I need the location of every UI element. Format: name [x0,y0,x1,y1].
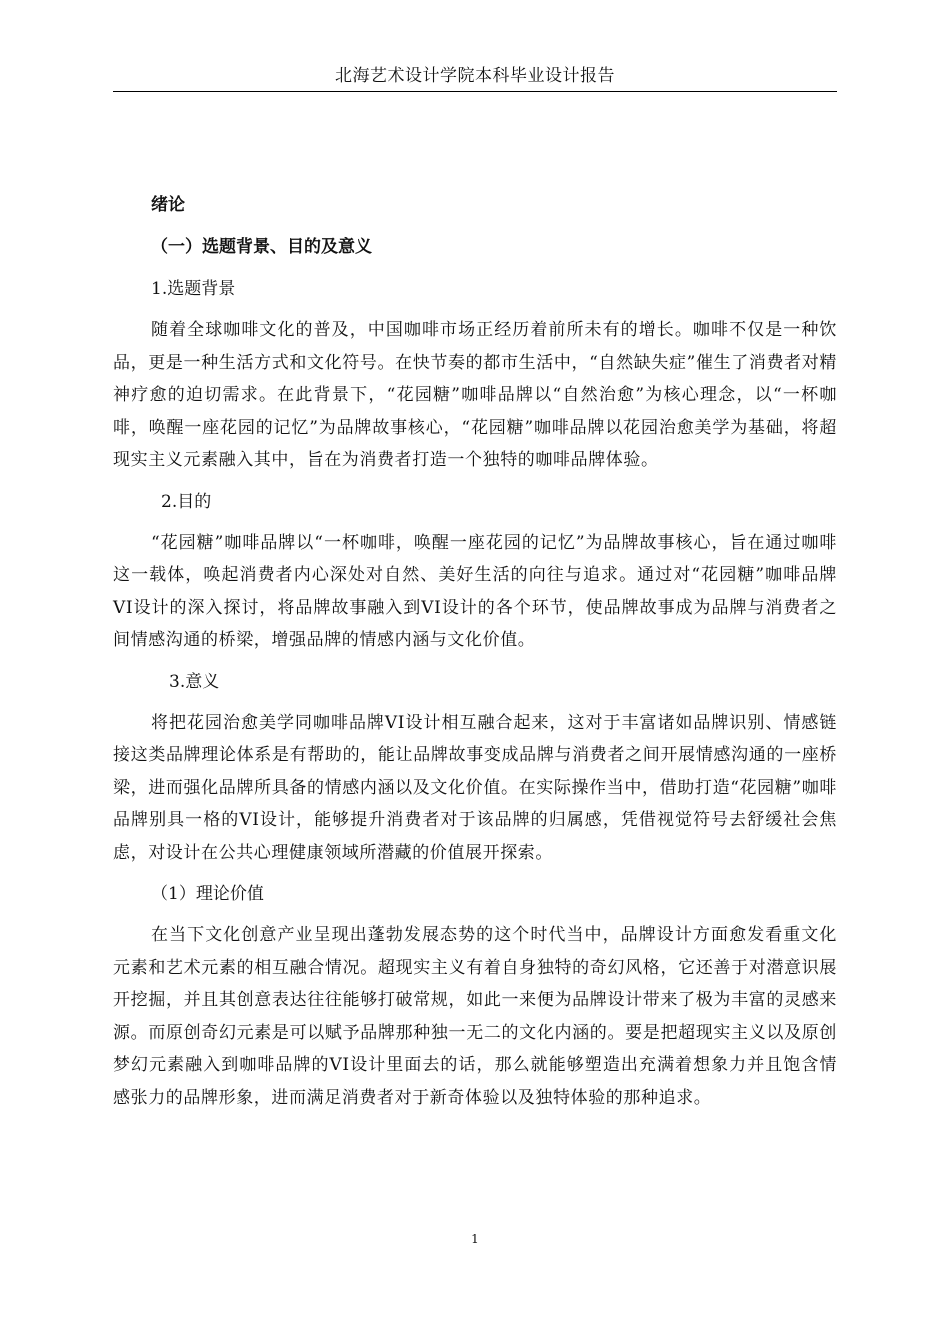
paragraph-significance: 将把花园治愈美学同咖啡品牌VI设计相互融合起来，这对于丰富诸如品牌识别、情感链接这类品牌理论体系是有帮助的，能让品牌故事变成品牌与消费者之间开展情感沟通的一座桥梁，进而强化品牌所具备的情感内涵以及文化价值。在实际操作当中，借助打造“花园糖”咖啡品牌别具一格的VI设计，能够提升消费者对于该品牌的归属感，凭借视觉符号去舒缓社会焦虑，对设计在公共心理健康领域所潜藏的价值展开探索。 [113,712,837,863]
paragraph-background: 随着全球咖啡文化的普及，中国咖啡市场正经历着前所未有的增长。咖啡不仅是一种饮品，更是一种生活方式和文化符号。在快节奏的都市生活中，“自然缺失症”催生了消费者对精神疗愈的迫切需求。在此背景下，“花园糖”咖啡品牌以“自然治愈”为核心理念，以“一杯咖啡，唤醒一座花园的记忆”为品牌故事核心，“花园糖”咖啡品牌以花园治愈美学为基础，将超现实主义元素融入其中，旨在为消费者打造一个独特的咖啡品牌体验。 [113,320,837,470]
header-divider [113,91,837,92]
intro-heading: 绪论 [151,195,185,215]
paragraph-theoretical-value: 在当下文化创意产业呈现出蓬勃发展态势的这个时代当中，品牌设计方面愈发看重文化元素和艺术元素的相互融合情况。超现实主义有着自身独特的奇幻风格，它还善于对潜意识展开挖掘，并且其创意表达往往能够打破常规，如此一来便为品牌设计带来了极为丰富的灵感来源。而原创奇幻元素是可以赋予品牌那种独一无二的文化内涵的。要是把超现实主义以及原创梦幻元素融入到咖啡品牌的VI设计里面去的话，那么就能够塑造出充满着想象力并且饱含情感张力的品牌形象，进而满足消费者对于新奇体验以及独特体验的那种追求。 [113,925,837,1108]
page-header-title: 北海艺术设计学院本科毕业设计报告 [335,66,615,86]
subheading-background: 1.选题背景 [151,279,236,299]
document-body [113,190,837,1124]
subheading-significance: 3.意义 [169,671,220,692]
paragraph-purpose: “花园糖”咖啡品牌以“一杯咖啡，唤醒一座花园的记忆”为品牌故事核心，旨在通过咖啡这一载体，唤起消费者内心深处对自然、美好生活的向往与追求。通过对“花园糖”咖啡品牌VI设计的深入探讨，将品牌故事融入到VI设计的各个环节，使品牌故事成为品牌与消费者之间情感沟通的桥梁，增强品牌的情感内涵与文化价值。 [113,532,837,650]
page-number: 1 [471,1232,479,1246]
subheading-theoretical-value: （1）理论价值 [151,884,264,904]
section-heading-background-purpose-significance: （一）选题背景、目的及意义 [151,237,372,257]
subheading-purpose: 2.目的 [161,491,212,512]
